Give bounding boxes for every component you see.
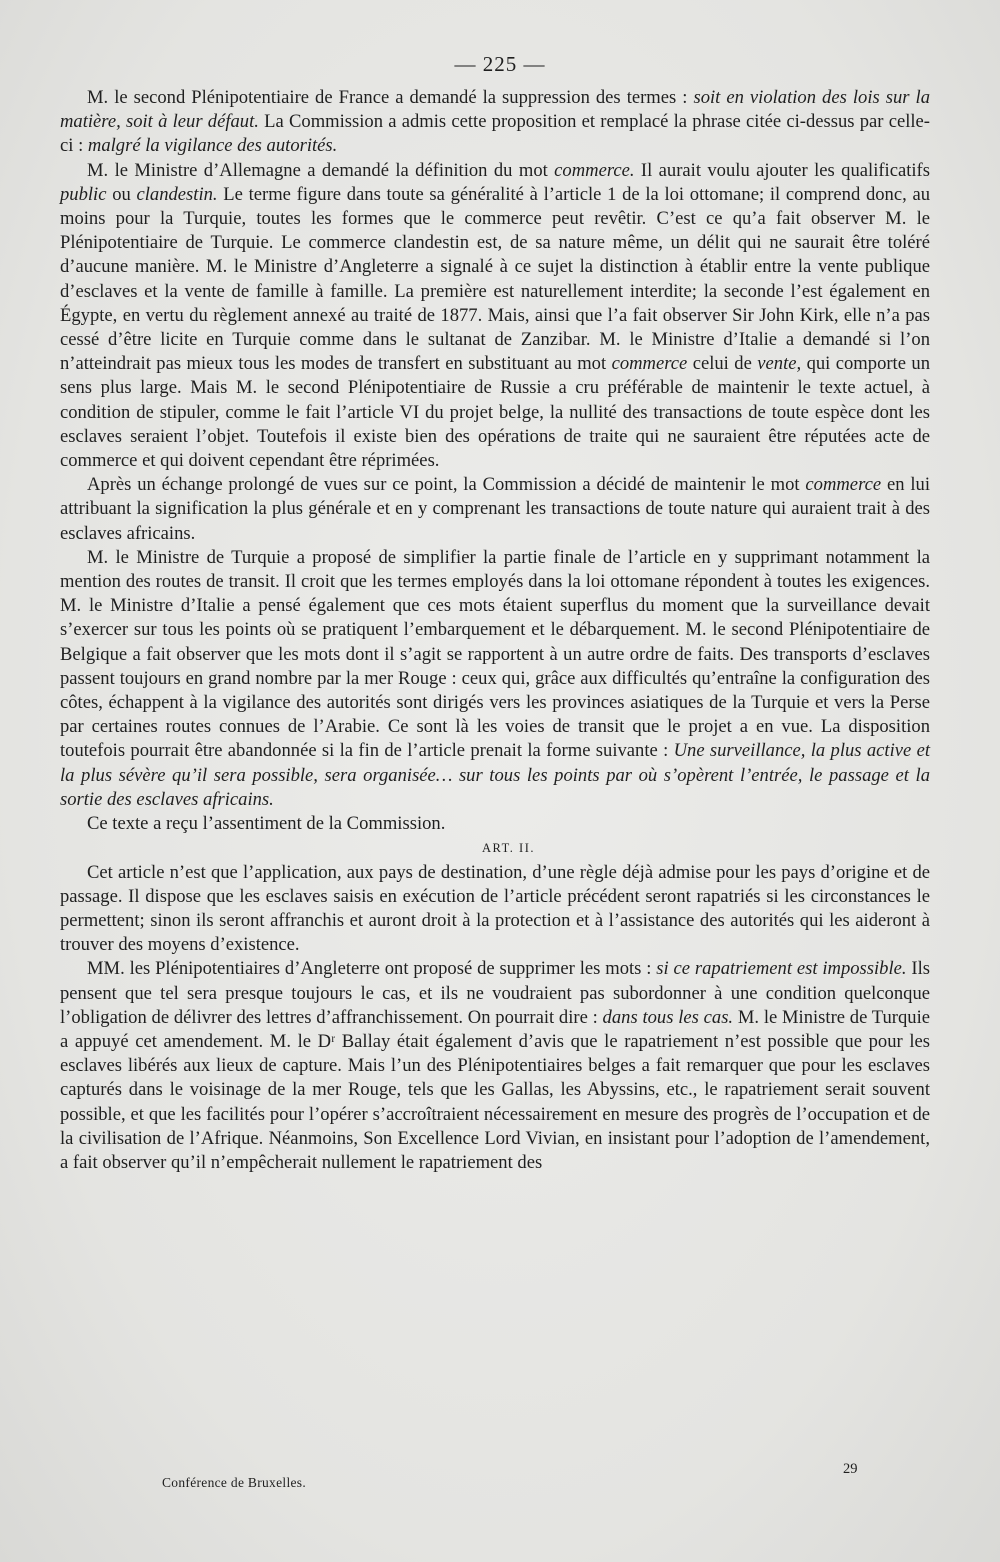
paragraph-7-italic-b: si ce rapatriement est impossible. [656,958,907,980]
paragraph-1-text-c: La Commission a admis cette proposition et remplacé la phrase citée ci-dessus par celle-ci : [60,111,930,157]
page-number: — 225 — [454,52,546,76]
paragraph-3-text-a: Après un échange prolongé de vues sur ce point, la Commission a décidé de maintenir le mot [87,474,806,496]
paragraph-4-italic-b: Une surveillance, la plus active et la plus sévère qu’il sera possible, sera organisée… sur tous les points par où s’opèrent l’entrée, le passage et la sortie des esclaves africains. [60,740,930,810]
paragraph-7-text-a: MM. les Plénipotentiaires d’Angleterre ont proposé de supprimer les mots : [87,958,657,980]
paragraph-2-italic-j: vente, [757,353,802,375]
paragraph-1 [60,86,930,159]
paragraph-1-italic-d: malgré la vigilance des autorités. [87,135,338,157]
paragraph-5-text-a: Ce texte a reçu l’assentiment de la Commission. [87,813,446,835]
footer-signature-line: Conférence de Bruxelles. [162,1475,307,1490]
paragraph-7-text-e: M. le Ministre de Turquie a appuyé cet amendement. M. le Dʳ Ballay était également d’avis que le rapatriement n’est possible que pour les esclaves libérés aux lieux de capture. Mais l’un des Plénipotentiaires belges a fait remarquer que pour les esclaves capturés dans le voisinage de la mer Rouge, tels que les Gallas, les Abyssins, etc., le rapatriement serait souvent possible, et que les facilités pour l’opérer s’accroîtraient nécessairement en mesure des progrès de l’occupation et de la civilisation de l’Afrique. Néanmoins, Son Excellence Lord Vivian, en insistant pour l’adoption de l’amendement, a fait observer qu’il n’empêcherait nullement le rapatriement des [60,1006,930,1173]
paragraph-1-text-a: M. le second Plénipotentiaire de France a demandé la suppression des termes : [87,87,694,108]
paragraph-2-text-k: qui comporte un sens plus large. Mais M. le second Plénipotentiaire de Russie a cru préférable de maintenir le texte actuel, à condition de stipuler, comme le fait l’article VI du projet belge, la nullité des transactions de toute espèce dont les esclaves seraient l’objet. Toutefois il existe bien des opérations de traite qui ne sauraient être réputées acte de commerce et qui doivent cependant être réprimées. [60,353,930,472]
paragraph-5 [60,812,930,836]
paragraph-4-text-a: M. le Ministre de Turquie a proposé de simplifier la partie finale de l’article en y supprimant notamment la mention des routes de transit. Il croit que les termes employés dans la loi ottomane répondent à toutes les exigences. M. le Ministre d’Italie a pensé également que ces mots étaient superflus du moment que la surveillance devait s’exercer sur tous les points où se pratiquent l’embarquement et le débarquement. M. le second Plénipotentiaire de Belgique a fait observer que les mots dont il s’agit se rapportent à un autre ordre de faits. Des transports d’esclaves passent toujours en grand nombre par la mer Rouge : ceux qui, grâce aux difficultés qu’entraîne la configuration des côtes, échappent à la vigilance des autorités sont dirigés vers les provinces asiatiques de la Turquie et vers la Perse par certaines routes connues de l’Arabie. Ce sont là les voies de transit que le projet a en vue. La disposition toutefois pourrait être abandonnée si la fin de l’article prenait la forme suivante : [60,546,930,762]
section-heading-art-2: ART. II. [481,841,536,856]
paragraph-2 [60,159,930,474]
paragraph-6 [60,861,930,958]
paragraph-7-italic-d: dans tous les cas. [602,1006,734,1028]
paragraph-1-italic-b: soit en violation des lois sur la matière, soit à leur défaut. [60,87,930,133]
paragraph-2-italic-f: clandestin. [136,183,218,205]
paragraph-2-italic-d: public [60,183,107,205]
body-text [60,86,930,1175]
paragraph-3 [60,473,930,546]
paragraph-7-text-c: Ils pensent que tel sera presque toujours le cas, et ils ne voudraient pas subordonner à une condition quelconque l’obligation de délivrer des lettres d’affranchissement. On pourrait dire : [60,958,930,1028]
paragraph-2-text-c: Il aurait voulu ajouter les qualificatifs [634,159,930,181]
paragraph-6-text-a: Cet article n’est que l’application, aux pays de destination, d’une règle déjà admise pour les pays d’origine et de passage. Il dispose que les esclaves saisis en exécution de l’article précédent seront rapatriés si les circonstances le permettent; sinon ils seront affranchis et auront droit à la protection et à l’assistance des autorités qui les aideront à trouver des moyens d’existence. [60,861,930,956]
paragraph-2-italic-b: commerce. [554,159,635,181]
paragraph-4 [60,546,930,812]
paragraph-3-text-c: en lui attribuant la signification la plus générale et en y comprenant les transactions de toute nature qui auraient trait à des esclaves africains. [60,474,930,544]
paragraph-7 [60,957,930,1175]
paragraph-2-italic-h: commerce [611,353,688,375]
paragraph-3-italic-b: commerce [805,474,882,496]
paragraph-2-text-i: celui de [687,353,758,375]
paragraph-2-text-g: Le terme figure dans toute sa généralité à l’article 1 de la loi ottomane; il comprend donc, au moins pour la Turquie, toutes les formes que le commerce peut revêtir. C’est ce qu’a fait observer M. le Plénipotentiaire de Turquie. Le commerce clandestin est, de sa nature même, un délit qui ne saurait être toléré d’aucune manière. M. le Ministre d’Angleterre a signalé à ce sujet la distinction à établir entre la vente publique d’esclaves et la vente de famille à famille. La première est naturellement interdite; la seconde l’est également en Égypte, en vertu du règlement annexé au traité de 1877. Mais, ainsi que l’a fait observer Sir John Kirk, elle n’a pas cessé d’être licite en Turquie comme dans le sultanat de Zanzibar. M. le Ministre d’Italie a demandé si l’on n’atteindrait pas mieux tous les modes de transfert en substituant au mot [60,183,930,375]
paragraph-2-text-e: ou [106,183,137,205]
paragraph-2-text-a: M. le Ministre d’Allemagne a demandé la définition du mot [87,159,555,181]
footer-signature-number: 29 [843,1461,858,1477]
